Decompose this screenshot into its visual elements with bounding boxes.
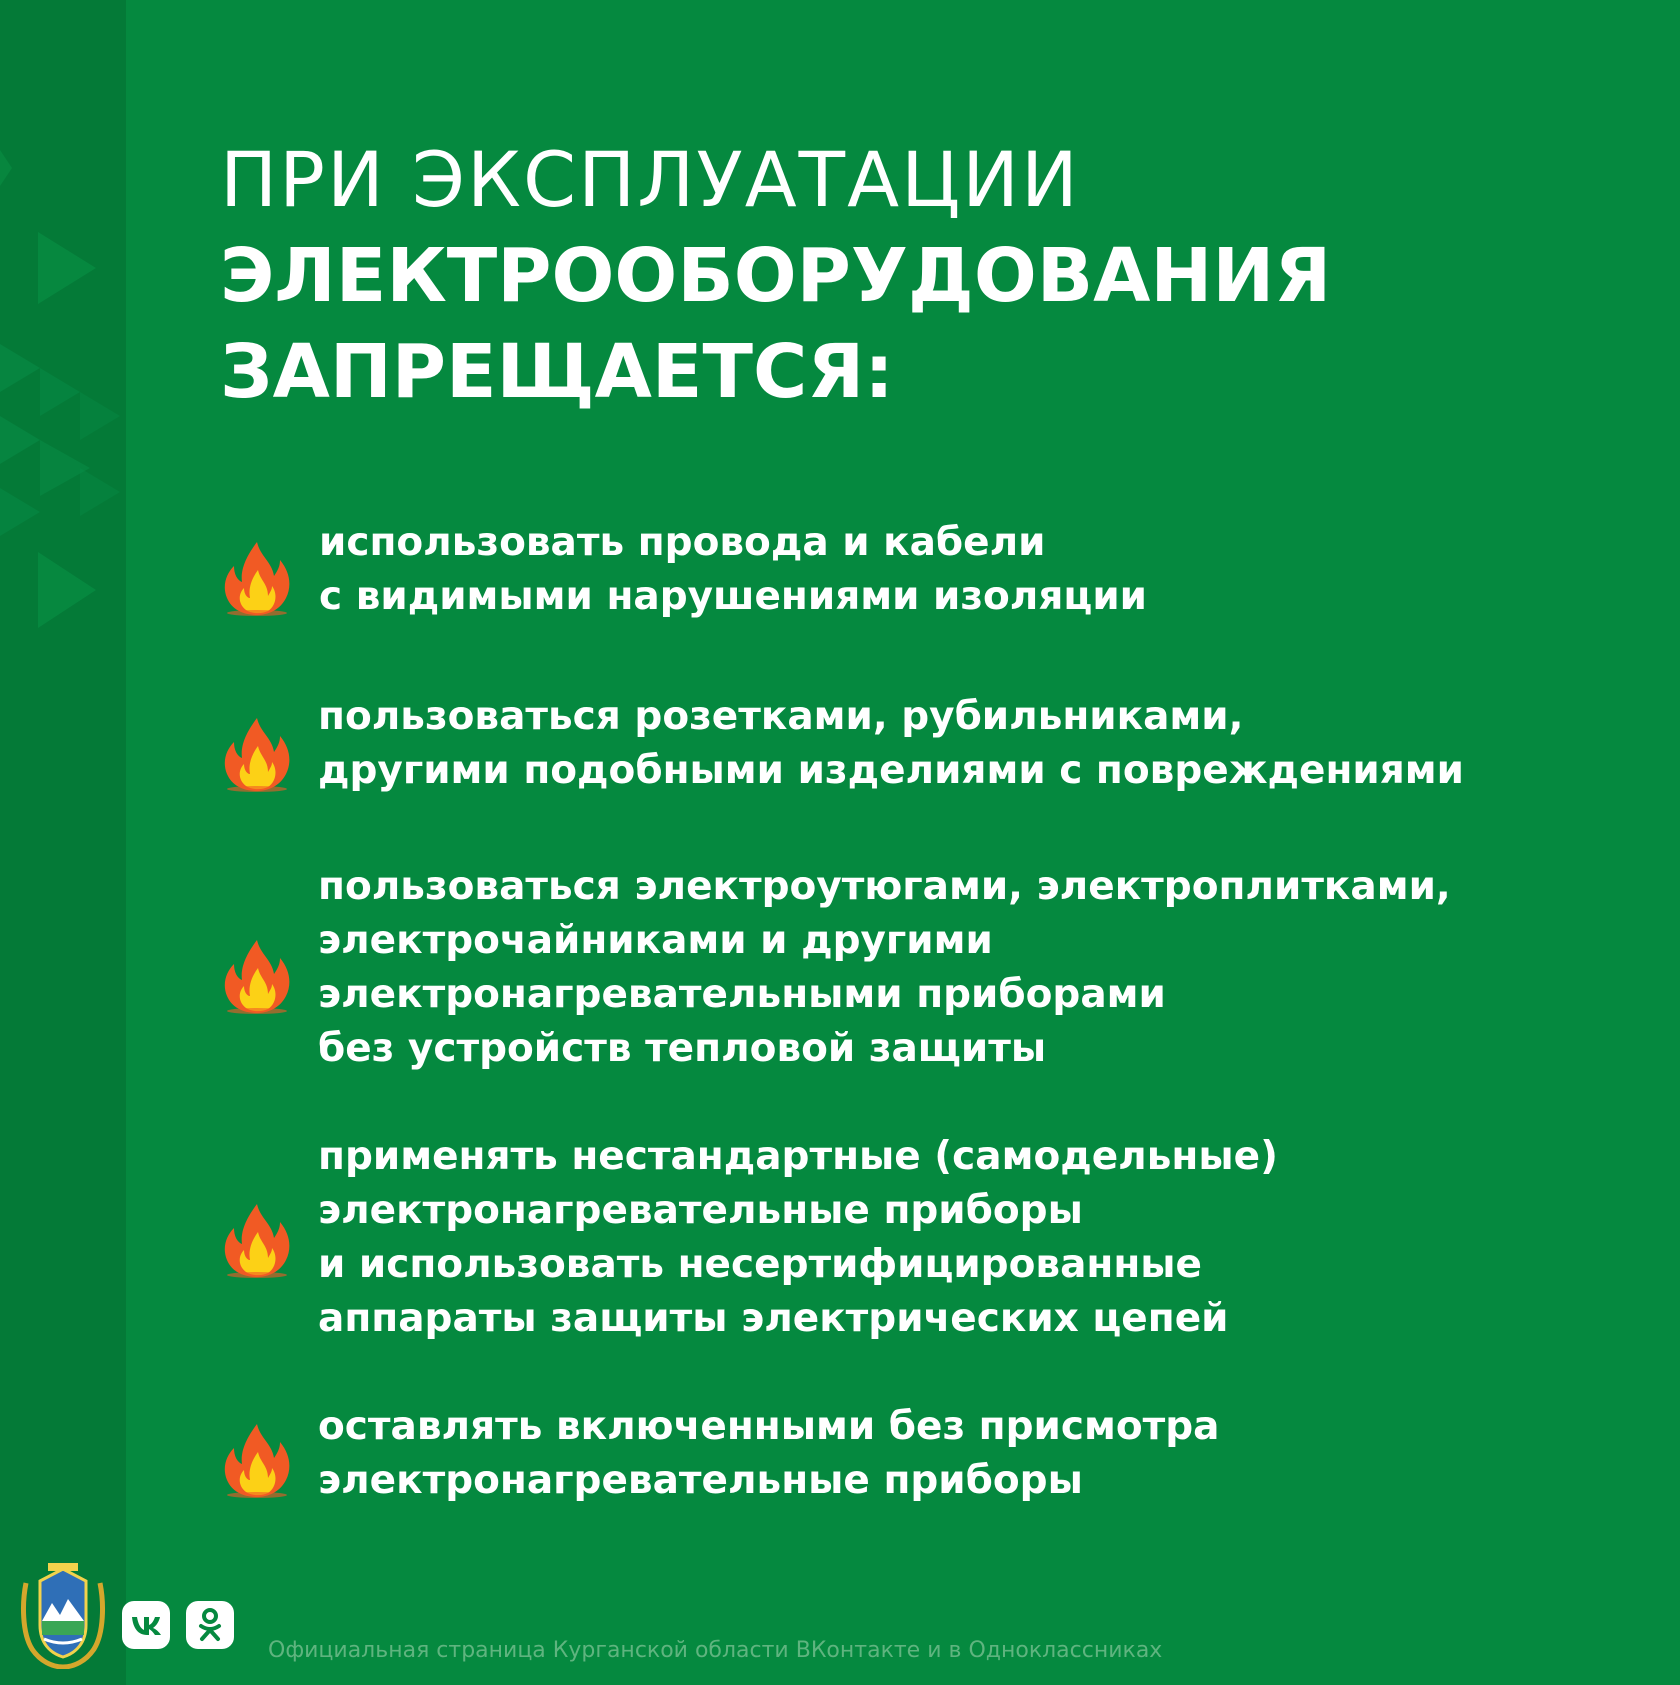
item-text	[318, 860, 1451, 1076]
title-line-3: ЗАПРЕЩАЕТСЯ:	[220, 329, 894, 415]
title-line-1: ПРИ ЭКСПЛУАТАЦИИ	[220, 135, 1080, 224]
triangle-pattern	[0, 0, 126, 1685]
item-line: электронагревательные приборы	[318, 1188, 1083, 1233]
item-text	[318, 1130, 1278, 1346]
vk-icon[interactable]	[122, 1601, 170, 1649]
footer-text: Официальная страница Курганской области ВКонтакте и в Одноклассниках	[268, 1638, 1163, 1663]
flame-icon	[222, 1422, 292, 1498]
footer	[0, 1555, 1680, 1685]
item-text	[318, 1400, 1220, 1508]
item-line: электронагревательные приборы	[318, 1458, 1083, 1503]
item-line: без устройств тепловой защиты	[318, 1026, 1047, 1071]
vk-logo	[122, 1601, 170, 1649]
item-line: использовать провода и кабели	[319, 520, 1046, 565]
flame-icon	[222, 540, 292, 616]
item-line: и использовать несертифицированные	[318, 1242, 1202, 1287]
item-line: аппараты защиты электрических цепей	[318, 1296, 1229, 1341]
item-line: пользоваться розетками, рубильниками,	[318, 694, 1244, 739]
item-line: применять нестандартные (самодельные)	[318, 1134, 1278, 1179]
flame-icon	[222, 938, 292, 1014]
item-line: оставлять включенными без присмотра	[318, 1404, 1220, 1449]
flame-icon	[222, 1202, 292, 1278]
item-text	[318, 690, 1464, 798]
flame-icon	[222, 716, 292, 792]
item-line: пользоваться электроутюгами, электроплитками,	[318, 864, 1451, 909]
odnoklassniki-icon[interactable]	[186, 1601, 234, 1649]
title-line-2: ЭЛЕКТРООБОРУДОВАНИЯ	[220, 233, 1332, 319]
item-line: электрочайниками и другими	[318, 918, 993, 963]
crest-icon	[18, 1563, 108, 1669]
item-text	[319, 516, 1147, 624]
ok-logo	[186, 1601, 234, 1649]
item-line: электронагревательными приборами	[318, 972, 1166, 1017]
decorative-side-strip	[0, 0, 126, 1685]
item-line: другими подобными изделиями с повреждениями	[318, 748, 1464, 793]
item-line: с видимыми нарушениями изоляции	[319, 574, 1147, 619]
page-title	[220, 132, 1331, 420]
